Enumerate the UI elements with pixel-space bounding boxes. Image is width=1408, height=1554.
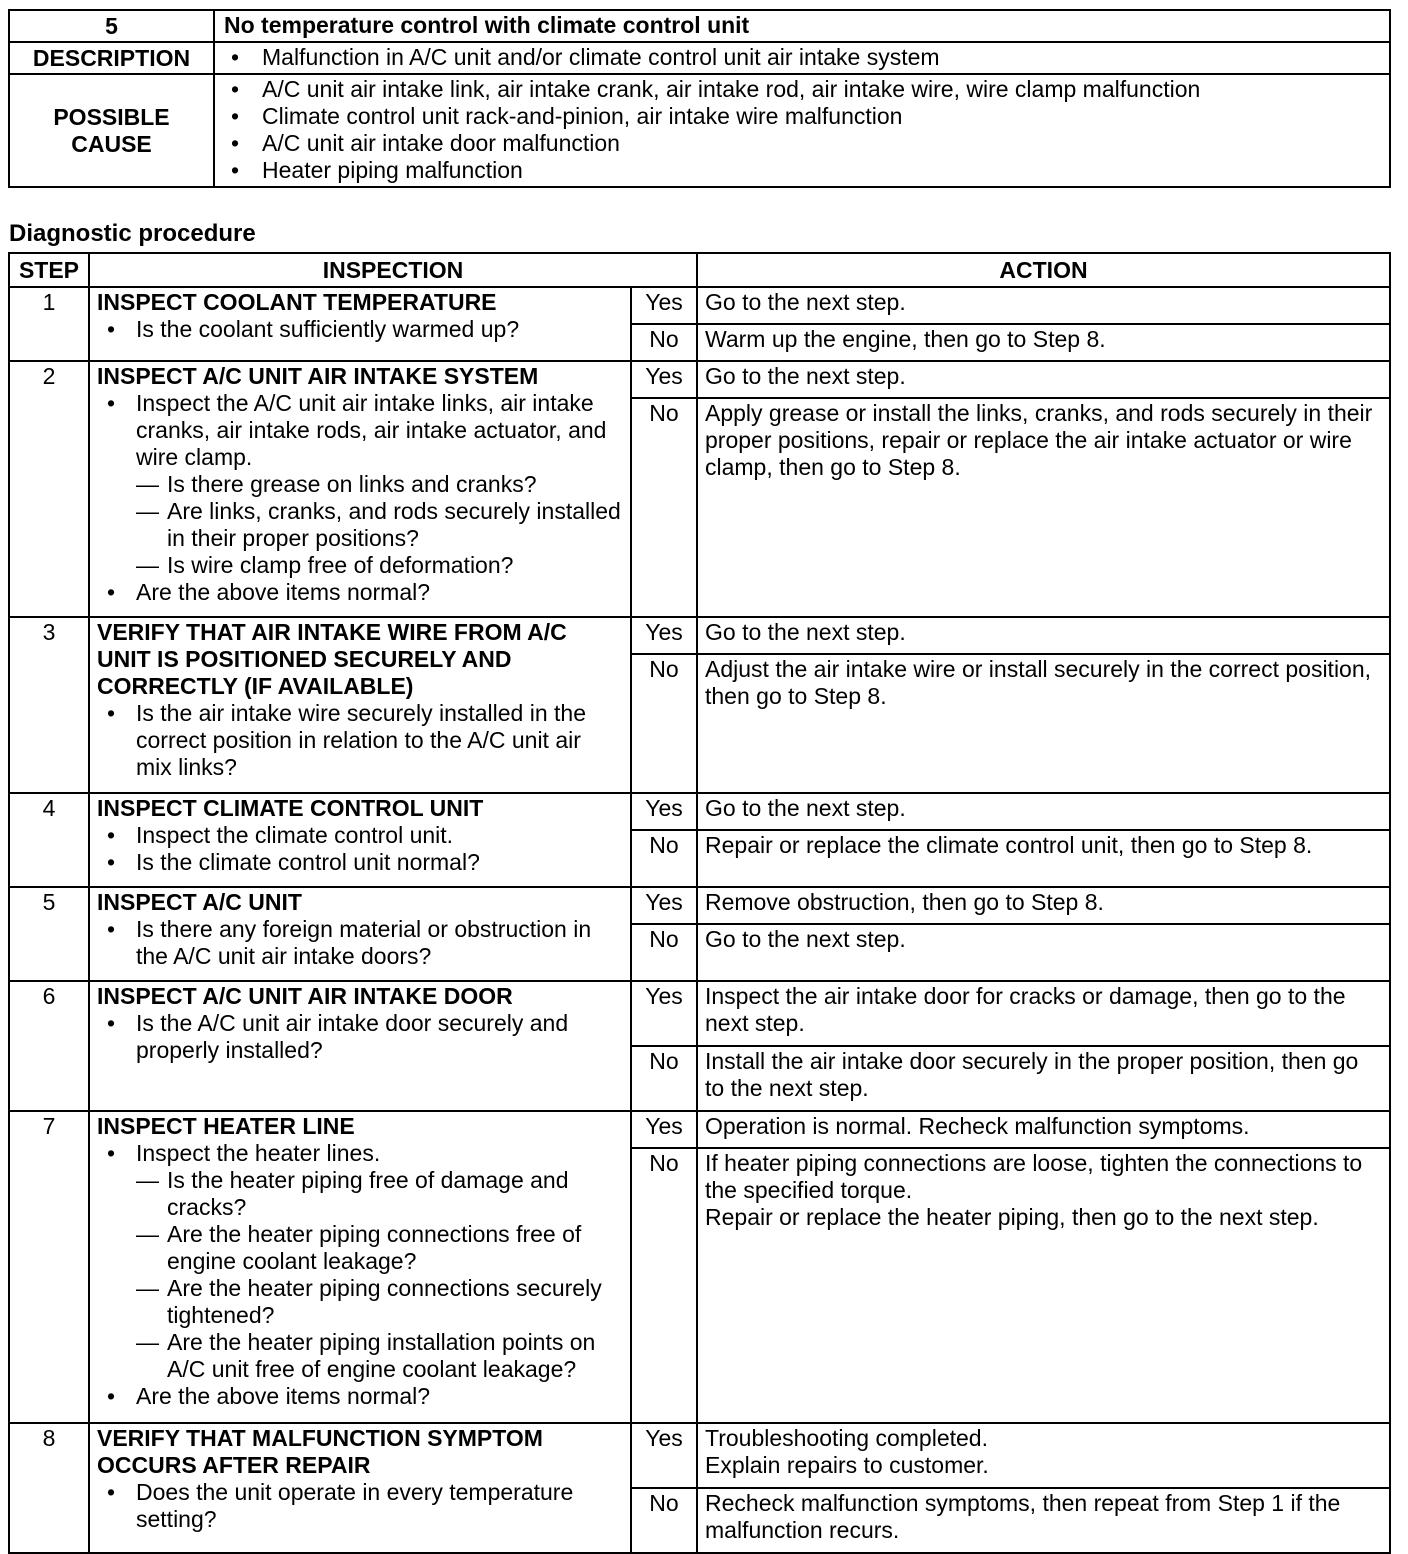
- no-label: No: [631, 398, 697, 617]
- inspection-item-text: Are the above items normal?: [136, 579, 431, 605]
- yes-action-text: Troubleshooting completed. Explain repairs to customer.: [705, 1425, 989, 1478]
- inspection-list: [97, 916, 623, 970]
- yes-label: Yes: [631, 1111, 697, 1148]
- inspection-item-text: Inspect the heater lines.: [136, 1140, 381, 1166]
- inspection-title: INSPECT COOLANT TEMPERATURE: [97, 289, 497, 315]
- step-row-yes: [9, 287, 1390, 324]
- symptom-title: No temperature control with climate control unit: [214, 10, 1390, 42]
- no-action-text: Warm up the engine, then go to Step 8.: [705, 326, 1106, 352]
- step-number: 7: [9, 1111, 89, 1423]
- step-row-yes: [9, 981, 1390, 1046]
- possible-cause-item: • A/C unit air intake door malfunction: [224, 130, 1380, 157]
- symptom-number: 5: [9, 10, 214, 42]
- step-row-yes: [9, 887, 1390, 924]
- inspection-list: [97, 390, 623, 606]
- step-row-yes: [9, 793, 1390, 830]
- no-action-text: Recheck malfunction symptoms, then repeat from Step 1 if the malfunction recurs.: [705, 1490, 1341, 1543]
- no-label: No: [631, 924, 697, 981]
- no-label: No: [631, 1488, 697, 1553]
- yes-action-text: Go to the next step.: [705, 619, 906, 645]
- possible-cause-cell: [214, 74, 1390, 187]
- no-action: [697, 1046, 1390, 1111]
- step-number: 1: [9, 287, 89, 361]
- step-row-yes: [9, 1423, 1390, 1488]
- inspection-sub-list: [136, 1167, 623, 1383]
- no-action: [697, 654, 1390, 793]
- step-number: 6: [9, 981, 89, 1111]
- yes-label: Yes: [631, 887, 697, 924]
- inspection-cell: [89, 287, 631, 361]
- step-row-yes: [9, 617, 1390, 654]
- column-header-row: [9, 253, 1390, 287]
- inspection-sub-item: — Are the heater piping connections free of engine coolant leakage?: [136, 1221, 623, 1275]
- inspection-title: VERIFY THAT MALFUNCTION SYMPTOM OCCURS AFTER REPAIR: [97, 1425, 543, 1478]
- no-action-text: If heater piping connections are loose, tighten the connections to the specified torque. Repair or replace the heater piping, then go to the next step.: [705, 1150, 1363, 1230]
- inspection-list: [97, 1479, 623, 1533]
- yes-action-text: Operation is normal. Recheck malfunction symptoms.: [705, 1113, 1250, 1139]
- yes-action-text: Go to the next step.: [705, 795, 906, 821]
- possible-cause-label: [9, 74, 214, 187]
- no-action: [697, 1488, 1390, 1553]
- column-header-step: STEP: [9, 253, 89, 287]
- inspection-item-text: Is there any foreign material or obstruction in the A/C unit air intake doors?: [136, 916, 592, 969]
- yes-action: [697, 1423, 1390, 1488]
- step-row-yes: [9, 1111, 1390, 1148]
- no-label: No: [631, 654, 697, 793]
- no-action: [697, 924, 1390, 981]
- possible-cause-item: • Heater piping malfunction: [224, 157, 1380, 184]
- yes-label: Yes: [631, 1423, 697, 1488]
- yes-action: [697, 287, 1390, 324]
- yes-label: Yes: [631, 287, 697, 324]
- inspection-list: [97, 1140, 623, 1410]
- inspection-item-text: Inspect the A/C unit air intake links, air intake cranks, air intake rods, air intake actuator, and wire clamp.: [136, 390, 607, 470]
- inspection-cell: [89, 981, 631, 1111]
- possible-cause-row: [9, 74, 1390, 187]
- yes-action: [697, 793, 1390, 830]
- section-heading: Diagnostic procedure: [9, 220, 256, 247]
- inspection-item: [97, 1479, 623, 1533]
- diagnostic-procedure-table: [8, 252, 1391, 1554]
- description-item: • Malfunction in A/C unit and/or climate control unit air intake system: [224, 44, 1380, 71]
- inspection-cell: [89, 1111, 631, 1423]
- description-cell: [214, 42, 1390, 74]
- no-action-text: Go to the next step.: [705, 926, 906, 952]
- symptom-title-row: [9, 10, 1390, 42]
- inspection-cell: [89, 1423, 631, 1553]
- possible-cause-item: • A/C unit air intake link, air intake crank, air intake rod, air intake wire, wire clamp malfunction: [224, 76, 1380, 103]
- inspection-cell: [89, 793, 631, 887]
- steps-body: [9, 287, 1390, 1553]
- inspection-cell: [89, 361, 631, 617]
- yes-action-text: Go to the next step.: [705, 289, 906, 315]
- description-label: DESCRIPTION: [9, 42, 214, 74]
- possible-cause-label-line1: POSSIBLE: [53, 103, 170, 130]
- inspection-cell: [89, 617, 631, 793]
- inspection-item-text: Are the above items normal?: [136, 1383, 431, 1409]
- no-action: [697, 830, 1390, 887]
- description-list: [224, 44, 1380, 71]
- no-action: [697, 1148, 1390, 1423]
- inspection-sub-item: — Is there grease on links and cranks?: [136, 471, 623, 498]
- no-label: No: [631, 1046, 697, 1111]
- no-action: [697, 324, 1390, 361]
- inspection-cell: [89, 887, 631, 981]
- inspection-sub-item: — Are the heater piping installation points on A/C unit free of engine coolant leakage?: [136, 1329, 623, 1383]
- yes-label: Yes: [631, 617, 697, 654]
- inspection-title: VERIFY THAT AIR INTAKE WIRE FROM A/C UNIT IS POSITIONED SECURELY AND CORRECTLY (IF AVAILABLE): [97, 619, 567, 699]
- inspection-list: [97, 822, 623, 876]
- inspection-item: [97, 822, 623, 849]
- yes-action-text: Go to the next step.: [705, 363, 906, 389]
- inspection-item: [97, 316, 623, 343]
- inspection-sub-item: — Is the heater piping free of damage and cracks?: [136, 1167, 623, 1221]
- inspection-sub-list: [136, 471, 623, 579]
- step-row-yes: [9, 361, 1390, 398]
- inspection-item: [97, 1383, 623, 1410]
- inspection-title: INSPECT A/C UNIT: [97, 889, 302, 915]
- yes-action: [697, 361, 1390, 398]
- no-label: No: [631, 830, 697, 887]
- inspection-list: [97, 700, 623, 781]
- column-header-inspection: INSPECTION: [89, 253, 697, 287]
- inspection-list: [97, 316, 623, 343]
- step-number: 8: [9, 1423, 89, 1553]
- no-label: No: [631, 324, 697, 361]
- no-action-text: Repair or replace the climate control unit, then go to Step 8.: [705, 832, 1313, 858]
- yes-label: Yes: [631, 361, 697, 398]
- inspection-item: [97, 1140, 623, 1383]
- step-number: 2: [9, 361, 89, 617]
- yes-action: [697, 1111, 1390, 1148]
- no-action-text: Apply grease or install the links, cranks, and rods securely in their proper positions, repair or replace the air intake actuator or wire clamp, then go to Step 8.: [705, 400, 1373, 480]
- no-action-text: Install the air intake door securely in the proper position, then go to the next step.: [705, 1048, 1359, 1101]
- yes-label: Yes: [631, 981, 697, 1046]
- step-number: 4: [9, 793, 89, 887]
- no-action-text: Adjust the air intake wire or install securely in the correct position, then go to Step 8.: [705, 656, 1372, 709]
- inspection-title: INSPECT CLIMATE CONTROL UNIT: [97, 795, 484, 821]
- inspection-item: [97, 1010, 623, 1064]
- step-number: 5: [9, 887, 89, 981]
- possible-cause-label-line2: CAUSE: [71, 130, 152, 157]
- inspection-sub-item: — Is wire clamp free of deformation?: [136, 552, 623, 579]
- inspection-item-text: Is the coolant sufficiently warmed up?: [136, 316, 520, 342]
- possible-cause-item: • Climate control unit rack-and-pinion, air intake wire malfunction: [224, 103, 1380, 130]
- inspection-list: [97, 1010, 623, 1064]
- inspection-sub-item: — Are the heater piping connections securely tightened?: [136, 1275, 623, 1329]
- description-row: [9, 42, 1390, 74]
- possible-cause-list: [224, 76, 1380, 184]
- inspection-item: [97, 390, 623, 579]
- inspection-title: INSPECT A/C UNIT AIR INTAKE DOOR: [97, 983, 513, 1009]
- yes-action-text: Inspect the air intake door for cracks or damage, then go to the next step.: [705, 983, 1346, 1036]
- symptom-header-table: [8, 9, 1391, 188]
- inspection-item-text: Is the climate control unit normal?: [136, 849, 480, 875]
- inspection-item-text: Does the unit operate in every temperature setting?: [136, 1479, 574, 1532]
- inspection-item: [97, 700, 623, 781]
- inspection-item-text: Is the A/C unit air intake door securely and properly installed?: [136, 1010, 569, 1063]
- inspection-sub-item: — Are links, cranks, and rods securely installed in their proper positions?: [136, 498, 623, 552]
- step-number: 3: [9, 617, 89, 793]
- inspection-item-text: Inspect the climate control unit.: [136, 822, 454, 848]
- yes-action: [697, 617, 1390, 654]
- inspection-item: [97, 579, 623, 606]
- inspection-title: INSPECT HEATER LINE: [97, 1113, 355, 1139]
- inspection-title: INSPECT A/C UNIT AIR INTAKE SYSTEM: [97, 363, 539, 389]
- yes-action: [697, 887, 1390, 924]
- yes-action-text: Remove obstruction, then go to Step 8.: [705, 889, 1104, 915]
- inspection-item: [97, 916, 623, 970]
- yes-label: Yes: [631, 793, 697, 830]
- no-action: [697, 398, 1390, 617]
- inspection-item: [97, 849, 623, 876]
- inspection-item-text: Is the air intake wire securely installed in the correct position in relation to the A/C unit air mix links?: [136, 700, 586, 780]
- no-label: No: [631, 1148, 697, 1423]
- yes-action: [697, 981, 1390, 1046]
- column-header-action: ACTION: [697, 253, 1390, 287]
